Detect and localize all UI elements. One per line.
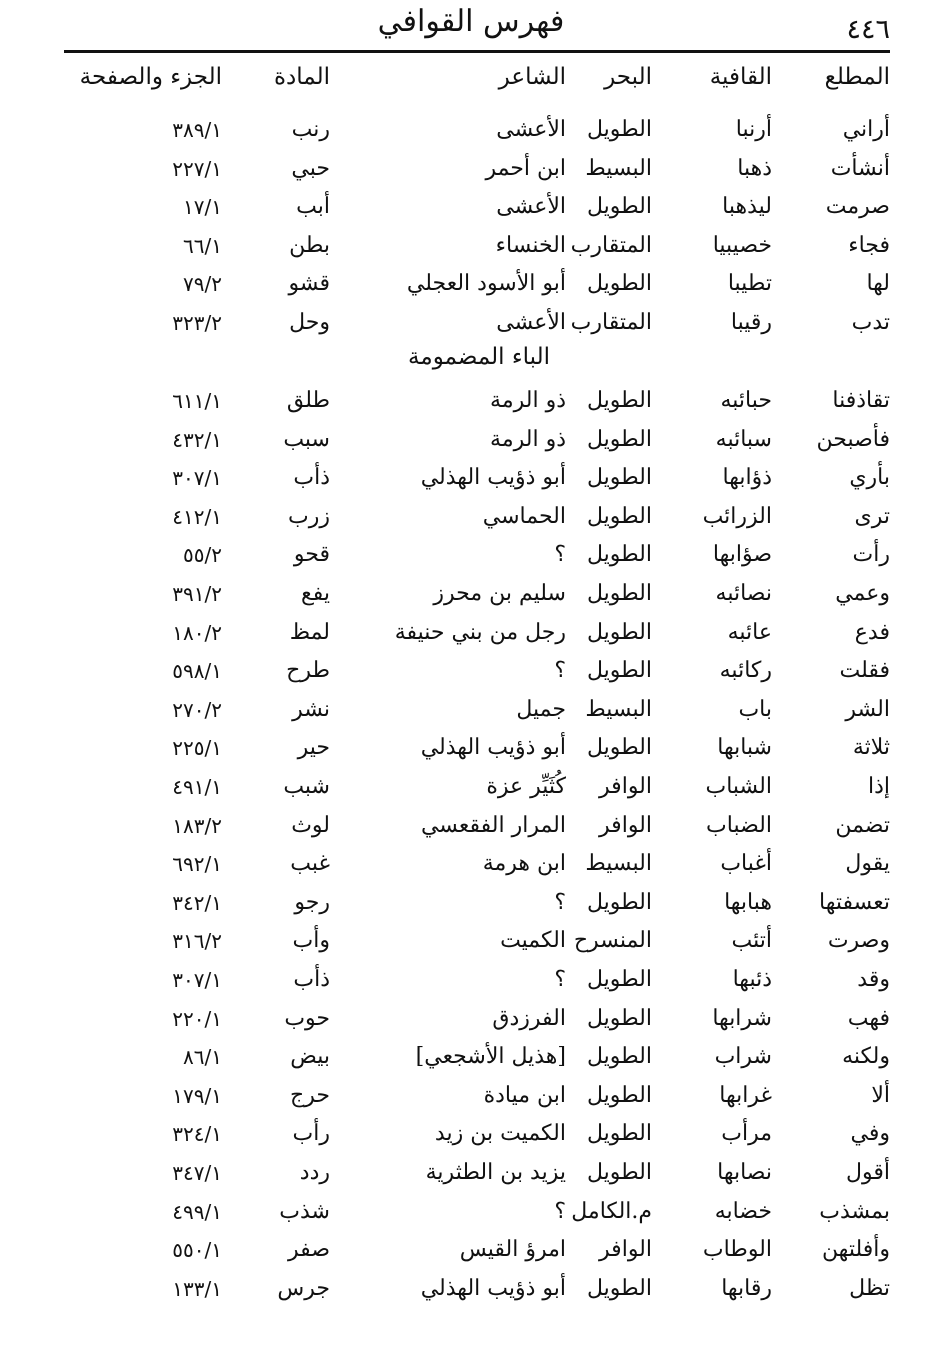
cell-matla: وأفلتهن bbox=[821, 1237, 890, 1263]
cell-madda: قشو bbox=[288, 271, 330, 297]
table-row bbox=[0, 1195, 942, 1229]
cell-qafiya: ذؤابها bbox=[722, 465, 772, 491]
cell-page: ٣٤٧/١ bbox=[172, 1161, 222, 1185]
cell-page: ٢٢٧/١ bbox=[172, 156, 222, 181]
cell-madda: أبب bbox=[296, 194, 330, 220]
cell-bahr: الطويل bbox=[586, 735, 652, 761]
cell-qafiya: نصابها bbox=[717, 1160, 772, 1185]
cell-madda: نشر bbox=[292, 696, 330, 722]
cell-madda: ردد bbox=[299, 1160, 330, 1185]
cell-page: ١٣٣/١ bbox=[172, 1276, 222, 1301]
cell-qafiya: أرنبا bbox=[735, 117, 772, 142]
cell-shaer: ذو الرمة bbox=[490, 426, 566, 452]
cell-matla: فدع bbox=[854, 619, 890, 645]
table-row bbox=[0, 1079, 942, 1113]
cell-matla: تظل bbox=[849, 1275, 890, 1301]
cell-qafiya: خضابه bbox=[714, 1198, 772, 1224]
cell-madda: يفع bbox=[301, 581, 330, 606]
cell-qafiya: هبابها bbox=[724, 889, 772, 915]
cell-matla: ولكنه bbox=[842, 1044, 890, 1070]
cell-madda: رأب bbox=[292, 1121, 330, 1147]
cell-bahr: الطويل bbox=[586, 388, 652, 413]
cell-bahr: الطويل bbox=[586, 619, 652, 645]
cell-shaer: ابن ميادة bbox=[483, 1082, 566, 1108]
column-header-bahr: البحر bbox=[604, 64, 652, 90]
cell-page: ٤٩١/١ bbox=[172, 775, 222, 799]
cell-madda: لمظ bbox=[289, 619, 330, 645]
cell-shaer: امرؤ القيس bbox=[459, 1237, 566, 1263]
cell-page: ٤٩٩/١ bbox=[172, 1199, 222, 1224]
table-row bbox=[0, 1040, 942, 1074]
cell-shaer: الأعشى bbox=[496, 310, 566, 335]
cell-shaer: ذو الرمة bbox=[490, 388, 566, 413]
cell-qafiya: سبائبه bbox=[715, 426, 772, 452]
cell-qafiya: مرأب bbox=[721, 1121, 772, 1147]
cell-qafiya: شبابها bbox=[717, 735, 772, 761]
cell-madda: وأب bbox=[292, 928, 330, 954]
table-row bbox=[0, 267, 942, 301]
cell-shaer: الحماسي bbox=[482, 503, 566, 529]
cell-page: ١٧٩/١ bbox=[172, 1083, 222, 1108]
cell-qafiya: الزرائب bbox=[702, 503, 772, 529]
cell-matla: تدب bbox=[851, 310, 890, 335]
cell-bahr: الطويل bbox=[586, 1044, 652, 1070]
cell-page: ٤١٢/١ bbox=[172, 504, 222, 529]
cell-bahr: م.الكامل bbox=[571, 1198, 652, 1224]
cell-madda: قحو bbox=[293, 542, 330, 568]
cell-matla: وقد bbox=[857, 967, 890, 992]
cell-matla: بمشذب bbox=[819, 1198, 890, 1224]
column-header-row bbox=[0, 60, 942, 94]
table-row bbox=[0, 1272, 942, 1306]
cell-bahr: البسيط bbox=[585, 851, 652, 877]
cell-matla: بأري bbox=[849, 465, 890, 491]
header-rule bbox=[64, 50, 890, 53]
cell-madda: طرح bbox=[286, 658, 330, 684]
cell-page: ٣٠٧/١ bbox=[172, 968, 222, 992]
cell-matla: أنشأت bbox=[830, 155, 890, 181]
cell-page: ٥٥٠/١ bbox=[172, 1238, 222, 1263]
cell-madda: رجو bbox=[294, 889, 330, 915]
table-row bbox=[0, 423, 942, 457]
cell-qafiya: نصائبه bbox=[715, 581, 772, 606]
cell-madda: وحل bbox=[289, 310, 330, 335]
cell-matla: ترى bbox=[854, 503, 890, 529]
cell-page: ٢٢٥/١ bbox=[172, 736, 222, 761]
table-row bbox=[0, 306, 942, 340]
table-row bbox=[0, 229, 942, 263]
cell-matla: تقاذفنا bbox=[832, 388, 890, 413]
cell-bahr: المنسرح bbox=[573, 928, 652, 954]
cell-shaer: الأعشى bbox=[496, 194, 566, 220]
cell-shaer: ؟ bbox=[554, 1198, 566, 1224]
page-number: ٤٤٦ bbox=[846, 14, 890, 45]
cell-qafiya: رقابها bbox=[721, 1275, 772, 1301]
cell-bahr: الطويل bbox=[586, 1121, 652, 1147]
table-row bbox=[0, 500, 942, 534]
table-row bbox=[0, 731, 942, 765]
section-heading bbox=[0, 340, 942, 374]
cell-matla: ألا bbox=[871, 1082, 890, 1108]
cell-shaer: أبو ذؤيب الهذلي bbox=[420, 1275, 566, 1301]
table-row bbox=[0, 1233, 942, 1267]
cell-bahr: الطويل bbox=[586, 658, 652, 684]
cell-page: ٢٧٠/٢ bbox=[172, 697, 222, 722]
cell-qafiya: ذهبا bbox=[737, 155, 772, 181]
table-row bbox=[0, 113, 942, 147]
cell-page: ٨٦/١ bbox=[183, 1045, 222, 1070]
cell-qafiya: الوطاب bbox=[702, 1237, 772, 1263]
cell-page: ٢٢٠/١ bbox=[172, 1006, 222, 1031]
cell-shaer: أبو الأسود العجلي bbox=[406, 271, 566, 297]
cell-bahr: الطويل bbox=[586, 1160, 652, 1185]
cell-shaer: سليم بن محرز bbox=[433, 581, 566, 606]
table-row bbox=[0, 847, 942, 881]
cell-qafiya: الشباب bbox=[705, 774, 772, 799]
cell-bahr: الوافر bbox=[599, 1237, 652, 1263]
section-heading-label: الباء المضمومة bbox=[408, 344, 550, 370]
page-title: فهرس القوافي bbox=[377, 4, 565, 39]
cell-bahr: الطويل bbox=[586, 271, 652, 297]
cell-matla: تضمن bbox=[835, 812, 890, 838]
column-header-juz-safha: الجزء والصفحة bbox=[79, 64, 222, 90]
cell-madda: لوث bbox=[291, 812, 330, 838]
cell-qafiya: رقيبا bbox=[730, 310, 772, 335]
cell-bahr: الطويل bbox=[586, 967, 652, 992]
cell-shaer: الكميت بن زيد bbox=[434, 1121, 566, 1147]
cell-bahr: الطويل bbox=[586, 889, 652, 915]
cell-matla: أقول bbox=[846, 1160, 890, 1185]
cell-madda: ذأب bbox=[293, 465, 330, 491]
cell-page: ١٧/١ bbox=[183, 195, 222, 220]
cell-madda: حوب bbox=[284, 1005, 330, 1031]
cell-madda: طلق bbox=[286, 388, 330, 413]
cell-page: ٣٨٩/١ bbox=[172, 118, 222, 142]
column-header-matla: المطلع bbox=[824, 64, 890, 90]
cell-matla: صرمت bbox=[825, 194, 890, 220]
cell-madda: بيض bbox=[290, 1044, 330, 1070]
cell-madda: زرب bbox=[288, 503, 330, 529]
cell-bahr: البسيط bbox=[585, 696, 652, 722]
column-header-shaer: الشاعر bbox=[498, 64, 566, 90]
cell-qafiya: أتئب bbox=[731, 928, 772, 954]
cell-shaer: [هذيل الأشجعي] bbox=[415, 1044, 566, 1070]
cell-madda: رنب bbox=[291, 117, 330, 142]
cell-bahr: المتقارب bbox=[570, 310, 652, 335]
cell-madda: شذب bbox=[279, 1198, 330, 1224]
cell-shaer: ابن أحمر bbox=[485, 155, 566, 181]
cell-shaer: ؟ bbox=[554, 889, 566, 915]
cell-qafiya: صؤابها bbox=[712, 542, 772, 568]
cell-matla: فقلت bbox=[839, 658, 890, 684]
table-row bbox=[0, 1117, 942, 1151]
cell-page: ٣٠٧/١ bbox=[172, 466, 222, 491]
cell-matla: وعمي bbox=[835, 581, 890, 606]
cell-bahr: البسيط bbox=[585, 155, 652, 181]
cell-matla: رأت bbox=[852, 542, 890, 568]
cell-page: ٧٩/٢ bbox=[183, 272, 222, 297]
cell-shaer: أبو ذؤيب الهذلي bbox=[420, 465, 566, 491]
cell-qafiya: أغباب bbox=[720, 851, 772, 877]
cell-matla: ثلاثة bbox=[852, 735, 890, 761]
cell-madda: حير bbox=[297, 735, 330, 761]
cell-madda: حرج bbox=[290, 1082, 330, 1108]
cell-page: ١٨٠/٢ bbox=[172, 620, 222, 645]
cell-matla: فجاء bbox=[848, 232, 890, 258]
cell-page: ٦١١/١ bbox=[172, 389, 222, 413]
cell-page: ٣١٦/٢ bbox=[172, 929, 222, 954]
table-row bbox=[0, 1002, 942, 1036]
cell-page: ٦٦/١ bbox=[183, 233, 222, 258]
column-header-qafiya: القافية bbox=[709, 64, 772, 90]
cell-bahr: المتقارب bbox=[570, 232, 652, 258]
cell-bahr: الطويل bbox=[586, 465, 652, 491]
cell-shaer: ابن هرمة bbox=[482, 851, 566, 877]
cell-madda: جرس bbox=[277, 1275, 330, 1301]
cell-qafiya: الضباب bbox=[706, 812, 772, 838]
cell-qafiya: تطيبا bbox=[727, 271, 772, 297]
cell-shaer: الكميت bbox=[500, 928, 566, 954]
cell-bahr: الطويل bbox=[586, 1005, 652, 1031]
table-row bbox=[0, 963, 942, 997]
cell-page: ٤٣٢/١ bbox=[172, 427, 222, 452]
cell-madda: غبب bbox=[290, 851, 330, 877]
table-row bbox=[0, 538, 942, 572]
cell-page: ١٨٣/٢ bbox=[172, 813, 222, 838]
cell-qafiya: باب bbox=[738, 696, 772, 722]
cell-shaer: يزيد بن الطثرية bbox=[425, 1160, 566, 1185]
cell-qafiya: خصيبيا bbox=[712, 232, 772, 258]
table-row bbox=[0, 384, 942, 418]
cell-matla: إذا bbox=[867, 774, 890, 799]
cell-madda: بطن bbox=[289, 232, 330, 258]
table-row bbox=[0, 809, 942, 843]
cell-matla: فأصبحن bbox=[816, 426, 890, 452]
cell-shaer: أبو ذؤيب الهذلي bbox=[420, 735, 566, 761]
cell-matla: تعسفتها bbox=[819, 889, 890, 915]
cell-bahr: الطويل bbox=[586, 117, 652, 142]
cell-page: ٣٢٣/٢ bbox=[172, 311, 222, 335]
table-row bbox=[0, 190, 942, 224]
cell-bahr: الطويل bbox=[586, 581, 652, 606]
column-header-madda: المادة bbox=[274, 64, 330, 90]
cell-madda: شبب bbox=[283, 774, 330, 799]
cell-matla: فهب bbox=[847, 1005, 890, 1031]
cell-shaer: الخنساء bbox=[495, 232, 566, 258]
cell-shaer: ؟ bbox=[554, 658, 566, 684]
cell-madda: صفر bbox=[288, 1237, 330, 1263]
cell-matla: أراني bbox=[842, 117, 890, 142]
cell-bahr: الوافر bbox=[599, 812, 652, 838]
cell-shaer: ؟ bbox=[554, 967, 566, 992]
cell-shaer: جميل bbox=[516, 696, 566, 722]
table-row bbox=[0, 577, 942, 611]
cell-page: ٣٩١/٢ bbox=[172, 582, 222, 606]
cell-qafiya: غرابها bbox=[719, 1082, 772, 1108]
cell-page: ٥٩٨/١ bbox=[172, 659, 222, 684]
table-row bbox=[0, 152, 942, 186]
cell-page: ٣٢٤/١ bbox=[172, 1122, 222, 1147]
table-row bbox=[0, 693, 942, 727]
cell-shaer: الفرزدق bbox=[492, 1005, 566, 1031]
cell-qafiya: حبائبه bbox=[720, 388, 772, 413]
cell-madda: سبب bbox=[283, 426, 330, 452]
cell-matla: وصرت bbox=[827, 928, 890, 954]
cell-qafiya: شرابها bbox=[712, 1005, 772, 1031]
cell-qafiya: شراب bbox=[714, 1044, 772, 1070]
cell-qafiya: ركائبه bbox=[719, 658, 772, 684]
cell-qafiya: ذئبها bbox=[732, 967, 772, 992]
table-row bbox=[0, 654, 942, 688]
cell-bahr: الطويل bbox=[586, 194, 652, 220]
cell-shaer: المرار الفقعسي bbox=[420, 812, 566, 838]
cell-matla: الشر bbox=[845, 696, 890, 722]
cell-shaer: ؟ bbox=[554, 542, 566, 568]
cell-madda: ذأب bbox=[293, 967, 330, 992]
cell-matla: يقول bbox=[845, 851, 890, 877]
cell-qafiya: عائبه bbox=[727, 619, 772, 645]
cell-bahr: الطويل bbox=[586, 1082, 652, 1108]
table-row bbox=[0, 461, 942, 495]
table-row bbox=[0, 770, 942, 804]
table-row bbox=[0, 886, 942, 920]
cell-bahr: الطويل bbox=[586, 426, 652, 452]
cell-page: ٦٩٢/١ bbox=[172, 852, 222, 877]
cell-shaer: رجل من بني حنيفة bbox=[394, 619, 566, 645]
table-row bbox=[0, 924, 942, 958]
cell-shaer: كُثَيِّر عزة bbox=[486, 774, 566, 799]
cell-bahr: الطويل bbox=[586, 503, 652, 529]
table-row bbox=[0, 616, 942, 650]
cell-bahr: الطويل bbox=[586, 1275, 652, 1301]
table-row bbox=[0, 1156, 942, 1190]
cell-matla: وفي bbox=[850, 1121, 890, 1147]
cell-bahr: الوافر bbox=[599, 774, 652, 799]
cell-qafiya: ليذهبا bbox=[722, 194, 772, 220]
cell-bahr: الطويل bbox=[586, 542, 652, 568]
cell-page: ٥٥/٢ bbox=[183, 543, 222, 568]
cell-madda: حبي bbox=[291, 155, 330, 181]
cell-matla: لها bbox=[866, 271, 890, 297]
cell-page: ٣٤٢/١ bbox=[172, 890, 222, 915]
cell-shaer: الأعشى bbox=[496, 117, 566, 142]
